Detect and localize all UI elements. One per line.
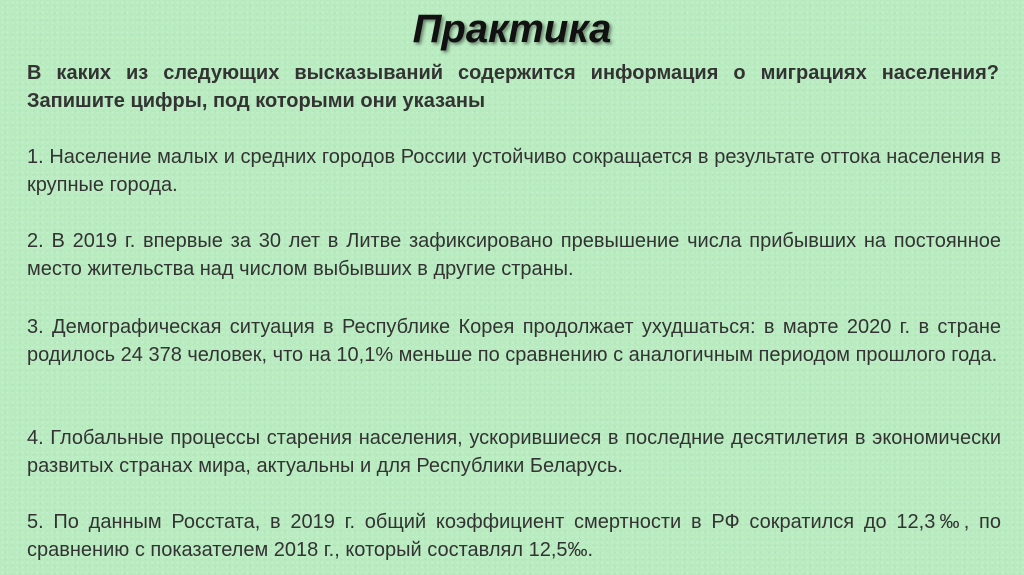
- statement-1: 1. Население малых и средних городов России устойчиво сокращается в результате оттока населения в крупные города.: [27, 146, 1001, 196]
- statement-4: 4. Глобальные процессы старения населения, ускорившиеся в последние десятилетия в экономически развитых странах мира, актуальны и для Республики Беларусь.: [27, 427, 1001, 477]
- statement-2: 2. В 2019 г. впервые за 30 лет в Литве зафиксировано превышение числа прибывших на постоянное место жительства над числом выбывших в другие страны.: [27, 230, 1001, 280]
- question-text: В каких из следующих высказываний содержится информация о миграциях населения? Запишите цифры, под которыми они указаны: [27, 62, 999, 112]
- statement-5: 5. По данным Росстата, в 2019 г. общий коэффициент смертности в РФ сократился до 12,3‰, по сравнению с показателем 2018 г., который составлял 12,5‰.: [27, 511, 1001, 561]
- statement-3: 3. Демографическая ситуация в Республике Корея продолжает ухудшаться: в марте 2020 г. в стране родилось 24 378 человек, что на 10,1% меньше по сравнению с аналогичным периодом прошлого года.: [27, 316, 1001, 366]
- slide-title: Практика: [412, 7, 612, 51]
